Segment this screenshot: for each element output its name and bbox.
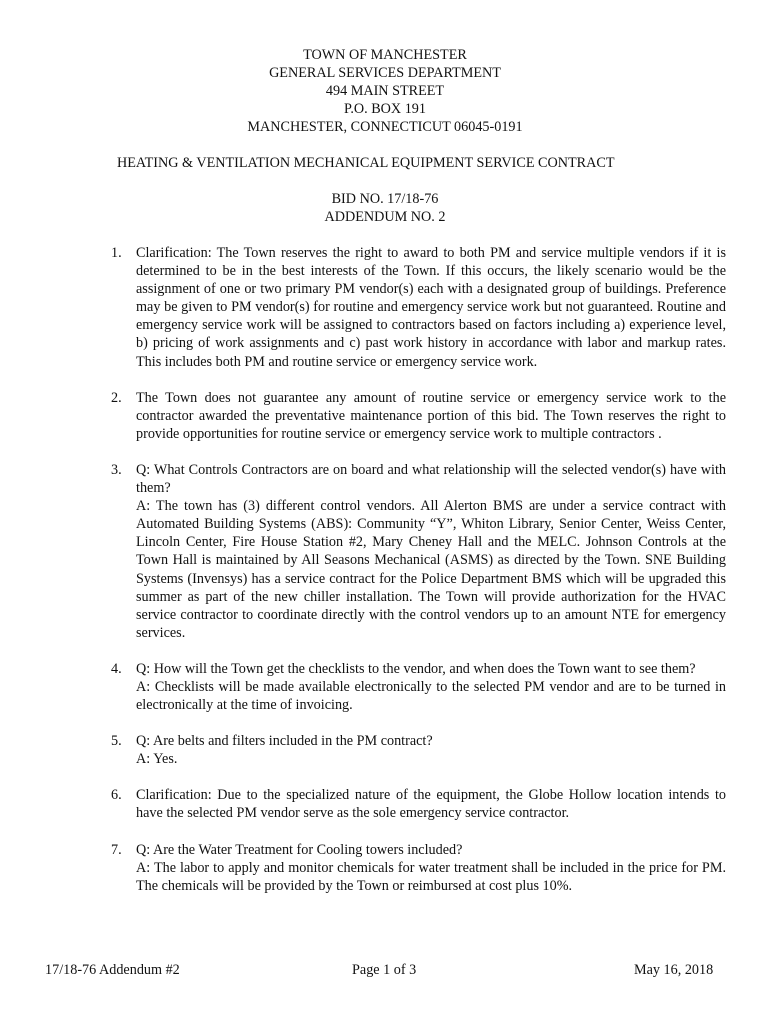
footer-document-id: 17/18-76 Addendum #2 bbox=[45, 962, 180, 978]
letterhead-town: TOWN OF MANCHESTER bbox=[303, 47, 467, 63]
item-number: 5. bbox=[111, 733, 122, 750]
bid-info bbox=[0, 190, 770, 226]
item-paragraph: Q: Are belts and filters included in the PM contract? bbox=[136, 733, 433, 750]
item-number: 7. bbox=[111, 841, 122, 858]
item-number: 6. bbox=[111, 787, 122, 804]
letterhead-street: 494 MAIN STREET bbox=[325, 83, 445, 100]
bid-number: BID NO. 17/18-76 bbox=[331, 191, 439, 207]
item-number: 3. bbox=[111, 461, 122, 478]
list-item bbox=[108, 461, 726, 642]
item-number: 2. bbox=[111, 389, 122, 406]
item-number: 4. bbox=[111, 660, 122, 677]
item-paragraph: Q: Are the Water Treatment for Cooling towers included? bbox=[136, 841, 463, 858]
letterhead-po-box: P.O. BOX 191 bbox=[344, 101, 426, 118]
item-number: 1. bbox=[111, 245, 122, 261]
item-paragraph: A: The town has (3) different control vendors. All Alerton BMS are under a service contract with Automated Building Systems (ABS): Community “Y”, Whiton Library, Senior Center, Weiss Center, Lincoln Center, Fire House Station #2, Mary Cheney Hall and the MELC. Johnson Controls at the Town Hall is maintained by All Seasons Mechanical (ASMS) as directed by the Town. SNE Building Systems (Invensys) has a service contract for the Police Department BMS which will be upgraded this summer as part of the new chiller installation. The Town will provide authorization for the HVAC service contractor to coordinate directly with the control vendors up to an amount NTE for emergency services. bbox=[136, 498, 726, 641]
list-item bbox=[108, 389, 726, 443]
item-paragraph: A: Yes. bbox=[136, 751, 178, 768]
list-item bbox=[108, 786, 726, 822]
addendum-number: ADDENDUM NO. 2 bbox=[324, 209, 446, 226]
letterhead bbox=[0, 46, 770, 136]
item-paragraph: Q: What Controls Contractors are on board and what relationship will the selected vendor(s) have with them? bbox=[136, 461, 726, 497]
list-item bbox=[108, 841, 726, 895]
list-item bbox=[108, 732, 726, 768]
item-paragraph: Clarification: Due to the specialized nature of the equipment, the Globe Hollow location intends to have the selected PM vendor serve as the sole emergency service contractor. bbox=[136, 787, 726, 822]
letterhead-department: GENERAL SERVICES DEPARTMENT bbox=[269, 65, 501, 82]
footer-page-number: Page 1 of 3 bbox=[352, 962, 417, 978]
item-paragraph: The Town does not guarantee any amount of routine service or emergency service work to the contractor awarded the preventative maintenance portion of this bid. The Town reserves the right to provide opportunities for routine service or emergency service work to multiple contractors . bbox=[136, 389, 726, 442]
item-paragraph: Clarification: The Town reserves the right to award to both PM and service multiple vendors if it is determined to be in the best interests of the Town. If this occurs, the likely scenario would be the assignment of one or two primary PM vendor(s) each with a designated group of buildings. Preference may be given to PM vendor(s) for routine and emergency service work but not guaranteed. Routine and emergency service work will be assigned to contractors based on factors including a) experience level, b) pricing of work assignments and c) past work history in accordance with labor and markup rates. This includes both PM and routine service or emergency service work. bbox=[136, 245, 726, 370]
contract-title: HEATING & VENTILATION MECHANICAL EQUIPMENT SERVICE CONTRACT bbox=[117, 155, 615, 171]
addendum-items bbox=[108, 244, 726, 913]
list-item bbox=[108, 244, 726, 371]
item-paragraph: A: The labor to apply and monitor chemicals for water treatment shall be included in the price for PM. The chemicals will be provided by the Town or reimbursed at cost plus 10%. bbox=[136, 859, 726, 894]
item-paragraph: Q: How will the Town get the checklists to the vendor, and when does the Town want to see them? bbox=[136, 660, 696, 677]
page-footer bbox=[0, 961, 770, 981]
list-item bbox=[108, 660, 726, 714]
letterhead-city: MANCHESTER, CONNECTICUT 06045-0191 bbox=[247, 119, 523, 136]
item-paragraph: A: Checklists will be made available electronically to the selected PM vendor and are to be turned in electronically at the time of invoicing. bbox=[136, 678, 726, 714]
footer-date: May 16, 2018 bbox=[634, 962, 714, 978]
